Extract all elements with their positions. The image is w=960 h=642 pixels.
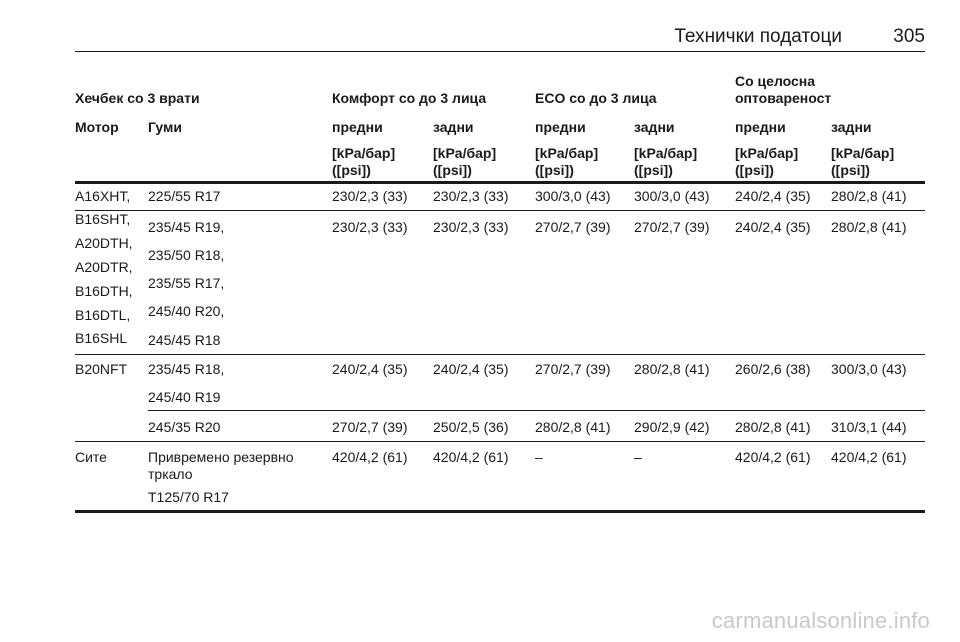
row2-value: 240/2,4 (35)	[735, 219, 811, 235]
watermark: carmanualsonline.info	[711, 608, 930, 633]
row1-value: 240/2,4 (35)	[735, 188, 811, 204]
row2-tyres-line: 245/45 R18	[148, 332, 221, 348]
row4-value: 250/2,5 (36)	[433, 419, 509, 435]
row2-motor-line: B16DTH,	[75, 283, 133, 299]
row3-value: 280/2,8 (41)	[634, 361, 710, 377]
row5-tyres-extra: T125/70 R17	[148, 489, 229, 505]
row4-value: 280/2,8 (41)	[735, 419, 811, 435]
col-group-hatchback: Хечбек со 3 врати	[75, 90, 200, 106]
row1-motor: A16XHT,	[75, 188, 131, 204]
page-title: Технички податоци	[674, 26, 842, 47]
unit-label: [kPa/бар] ([psi])	[332, 145, 396, 178]
col-group-comfort: Комфорт со до 3 лица	[332, 90, 487, 106]
col-group-full-load: Со целосна оптовареност	[735, 73, 832, 106]
row4-value: 270/2,7 (39)	[332, 419, 408, 435]
row1-value: 230/2,3 (33)	[332, 188, 408, 204]
unit-label: [kPa/бар] ([psi])	[535, 145, 599, 178]
row3-tyres-line: 235/45 R18,	[148, 361, 225, 377]
row2-motor-line: B16SHL	[75, 330, 128, 346]
col-comfort-front: предни	[332, 119, 383, 135]
row2-tyres-line: 235/55 R17,	[148, 275, 225, 291]
row2-value: 280/2,8 (41)	[831, 219, 907, 235]
row3-value: 240/2,4 (35)	[433, 361, 509, 377]
page-header	[75, 26, 925, 54]
row-divider	[75, 441, 925, 442]
row2-value: 230/2,3 (33)	[332, 219, 408, 235]
row4-tyres: 245/35 R20	[148, 419, 221, 435]
row3-tyres-line: 245/40 R19	[148, 389, 221, 405]
table-bottom-rule	[75, 510, 925, 513]
row3-value: 300/3,0 (43)	[831, 361, 907, 377]
row-divider	[75, 354, 925, 355]
header-rule	[75, 51, 925, 52]
row5-motor: Сите	[75, 449, 107, 465]
row5-value: 420/4,2 (61)	[332, 449, 408, 465]
col-full-rear: задни	[831, 119, 872, 135]
row-divider	[75, 210, 925, 211]
row4-value: 280/2,8 (41)	[535, 419, 611, 435]
col-full-front: предни	[735, 119, 786, 135]
unit-label: [kPa/бар] ([psi])	[831, 145, 895, 178]
row2-motor-line: B16DTL,	[75, 307, 131, 323]
row1-value: 230/2,3 (33)	[433, 188, 509, 204]
row3-value: 270/2,7 (39)	[535, 361, 611, 377]
row3-value: 240/2,4 (35)	[332, 361, 408, 377]
header-bottom-rule	[75, 181, 925, 184]
row5-tyres: Привремено резервно тркало	[148, 449, 294, 482]
row5-value: –	[634, 449, 642, 465]
row3-motor: B20NFT	[75, 361, 128, 377]
unit-label: [kPa/бар] ([psi])	[634, 145, 698, 178]
row5-value: 420/4,2 (61)	[433, 449, 509, 465]
row2-motor-line: A20DTR,	[75, 259, 133, 275]
row3-value: 260/2,6 (38)	[735, 361, 811, 377]
row1-value: 300/3,0 (43)	[634, 188, 710, 204]
row2-value: 270/2,7 (39)	[634, 219, 710, 235]
row2-motor-line: B16SHT,	[75, 211, 131, 227]
row1-tyres: 225/55 R17	[148, 188, 221, 204]
row2-tyres-line: 235/50 R18,	[148, 247, 225, 263]
row-divider	[148, 410, 925, 411]
col-eco-front: предни	[535, 119, 586, 135]
row2-tyres-line: 235/45 R19,	[148, 219, 225, 235]
row5-value: –	[535, 449, 543, 465]
row4-value: 290/2,9 (42)	[634, 419, 710, 435]
col-motor: Мотор	[75, 119, 119, 135]
unit-label: [kPa/бар] ([psi])	[735, 145, 799, 178]
row1-value: 300/3,0 (43)	[535, 188, 611, 204]
col-eco-rear: задни	[634, 119, 675, 135]
row2-tyres-line: 245/40 R20,	[148, 303, 225, 319]
row2-value: 270/2,7 (39)	[535, 219, 611, 235]
col-tyres: Гуми	[148, 119, 182, 135]
col-group-eco: ECO со до 3 лица	[535, 90, 657, 106]
row5-value: 420/4,2 (61)	[735, 449, 811, 465]
row5-value: 420/4,2 (61)	[831, 449, 907, 465]
row2-motor-line: A20DTH,	[75, 235, 133, 251]
row4-value: 310/3,1 (44)	[831, 419, 907, 435]
unit-label: [kPa/бар] ([psi])	[433, 145, 497, 178]
row1-value: 280/2,8 (41)	[831, 188, 907, 204]
col-comfort-rear: задни	[433, 119, 474, 135]
page-number: 305	[893, 26, 925, 47]
row2-value: 230/2,3 (33)	[433, 219, 509, 235]
